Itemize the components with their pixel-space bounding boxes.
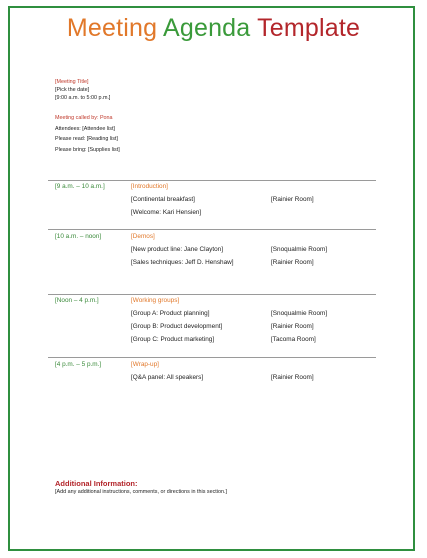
agenda-item[interactable]: [Continental breakfast] xyxy=(131,196,195,203)
meeting-time-field[interactable]: [9:00 a.m. to 5:00 p.m.] xyxy=(55,95,111,101)
title-word-agenda: Agenda xyxy=(162,14,251,42)
section-time[interactable]: [10 a.m. – noon] xyxy=(55,233,102,240)
agenda-item[interactable]: [Sales techniques: Jeff D. Henshaw] xyxy=(131,259,234,266)
section-divider xyxy=(48,357,376,358)
page-title xyxy=(0,14,427,43)
section-divider xyxy=(48,180,376,181)
additional-info-heading: Additional Information: xyxy=(55,479,138,488)
meeting-date-field[interactable]: [Pick the date] xyxy=(55,87,90,93)
title-word-meeting: Meeting xyxy=(66,14,158,42)
agenda-room[interactable]: [Rainier Room] xyxy=(271,323,314,330)
called-by-field[interactable]: Meeting called by: Pona xyxy=(55,115,113,121)
section-divider xyxy=(48,294,376,295)
section-divider xyxy=(48,229,376,230)
attendees-field[interactable]: Attendees: [Attendee list] xyxy=(55,125,115,132)
agenda-item[interactable]: [Q&A panel: All speakers] xyxy=(131,374,204,381)
agenda-item[interactable]: [Group B: Product development] xyxy=(131,323,223,330)
meeting-meta xyxy=(55,78,110,102)
supplies-list-field[interactable]: Please bring: [Supplies list] xyxy=(55,146,120,153)
additional-info-text[interactable]: [Add any additional instructions, comments, or directions in this section.] xyxy=(55,489,227,495)
meeting-title-field[interactable]: [Meeting Title] xyxy=(55,79,89,85)
agenda-item[interactable]: [Group C: Product marketing] xyxy=(131,336,215,343)
agenda-item[interactable]: [Welcome: Kari Hensien] xyxy=(131,209,202,216)
section-heading[interactable]: [Introduction] xyxy=(131,183,168,190)
reading-list-field[interactable]: Please read: [Reading list] xyxy=(55,136,118,142)
agenda-item[interactable]: [New product line: Jane Clayton] xyxy=(131,246,224,253)
section-heading[interactable]: [Working groups] xyxy=(131,297,180,304)
section-heading[interactable]: [Wrap-up] xyxy=(131,361,159,368)
agenda-room[interactable]: [Snoqualmie Room] xyxy=(271,310,328,317)
section-time[interactable]: [9 a.m. – 10 a.m.] xyxy=(55,183,105,190)
section-heading[interactable]: [Demos] xyxy=(131,233,155,240)
agenda-room[interactable]: [Tacoma Room] xyxy=(271,336,316,343)
title-word-template: Template xyxy=(257,14,361,42)
section-time[interactable]: [4 p.m. – 5 p.m.] xyxy=(55,361,102,368)
agenda-room[interactable]: [Rainier Room] xyxy=(271,196,314,203)
section-time[interactable]: [Noon – 4 p.m.] xyxy=(55,297,99,304)
agenda-room[interactable]: [Rainier Room] xyxy=(271,374,314,381)
meeting-details xyxy=(55,113,120,155)
agenda-room[interactable]: [Snoqualmie Room] xyxy=(271,246,328,253)
agenda-room[interactable]: [Rainier Room] xyxy=(271,259,314,266)
agenda-item[interactable]: [Group A: Product planning] xyxy=(131,310,210,317)
